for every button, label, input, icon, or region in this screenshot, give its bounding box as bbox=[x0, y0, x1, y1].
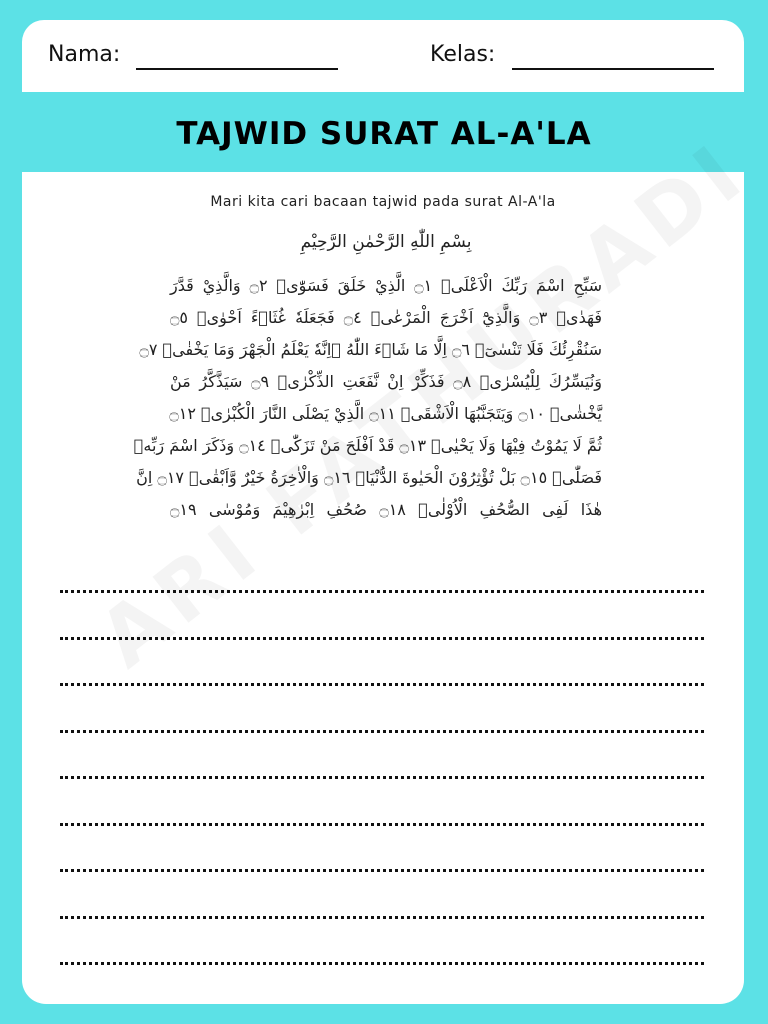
answer-line[interactable] bbox=[60, 962, 704, 965]
answer-line[interactable] bbox=[60, 869, 704, 872]
instruction-text: Mari kita cari bacaan tajwid pada surat Al-A'la bbox=[210, 194, 556, 210]
verse-line: سَبِّحِ اسْمَ رَبِّكَ الْاَعْلَىۙ ۝١ الَّذِيْ خَلَقَ فَسَوّٰىۖ ۝٢ وَالَّذِيْ قَدَّرَ bbox=[170, 276, 602, 295]
verse-line: هٰذَا لَفِى الصُّحُفِ الْاُوْلٰىۙ ۝١٨ صُحُفِ اِبْرٰهِيْمَ وَمُوْسٰى ۝١٩ bbox=[170, 500, 603, 519]
name-label: Nama: bbox=[48, 42, 121, 67]
verse-line: يَّخْشٰىۙ ۝١٠ وَيَتَجَنَّبُهَا الْاَشْقَىۙ ۝١١ الَّذِيْ يَصْلَى النَّارَ الْكُبْرٰىۚ ۝١٢ bbox=[169, 404, 602, 423]
verse-line: ثُمَّ لَا يَمُوْتُ فِيْهَا وَلَا يَحْيٰىۗ ۝١٣ قَدْ اَفْلَحَ مَنْ تَزَكّٰىۙ ۝١٤ وَذَكَرَ اسْمَ رَبِّهٖ bbox=[133, 436, 602, 455]
page-title: TAJWID SURAT AL-A'LA bbox=[176, 116, 592, 152]
answer-line[interactable] bbox=[60, 730, 704, 733]
name-field[interactable] bbox=[136, 68, 338, 70]
verse-line: وَنُيَسِّرُكَ لِلْيُسْرٰىۖ ۝٨ فَذَكِّرْ اِنْ نَّفَعَتِ الذِّكْرٰىۗ ۝٩ سَيَذَّكَّرُ مَنْ bbox=[170, 372, 603, 391]
answer-line[interactable] bbox=[60, 776, 704, 779]
class-label: Kelas: bbox=[430, 42, 496, 67]
answer-line[interactable] bbox=[60, 916, 704, 919]
quran-text-block bbox=[133, 232, 603, 532]
verse-line: سَنُقْرِئُكَ فَلَا تَنْسٰىٓۖ ۝٦ اِلَّا مَا شَاۤءَ اللّٰهُ ۗاِنَّهٗ يَعْلَمُ الْجَهْرَ وَمَا يَخْفٰىۗ ۝٧ bbox=[139, 340, 602, 359]
class-field[interactable] bbox=[512, 68, 714, 70]
worksheet-body bbox=[22, 172, 744, 1004]
answer-line[interactable] bbox=[60, 823, 704, 826]
basmala: بِسْمِ اللّٰهِ الرَّحْمٰنِ الرَّحِيْمِ bbox=[300, 232, 472, 252]
answer-line[interactable] bbox=[60, 590, 704, 593]
answer-line[interactable] bbox=[60, 683, 704, 686]
header-card bbox=[22, 20, 744, 92]
verse-line: فَصَلّٰىۗ ۝١٥ بَلْ تُؤْثِرُوْنَ الْحَيٰوةَ الدُّنْيَاۖ ۝١٦ وَالْاٰخِرَةُ خَيْرٌ وَّاَبْقٰىۗ ۝١٧ اِنَّ bbox=[136, 468, 602, 487]
answer-line[interactable] bbox=[60, 637, 704, 640]
verse-line: فَهَدٰىۖ ۝٣ وَالَّذِيْٓ اَخْرَجَ الْمَرْعٰىۖ ۝٤ فَجَعَلَهٗ غُثَاۤءً اَحْوٰىۖ ۝٥ bbox=[170, 308, 602, 327]
